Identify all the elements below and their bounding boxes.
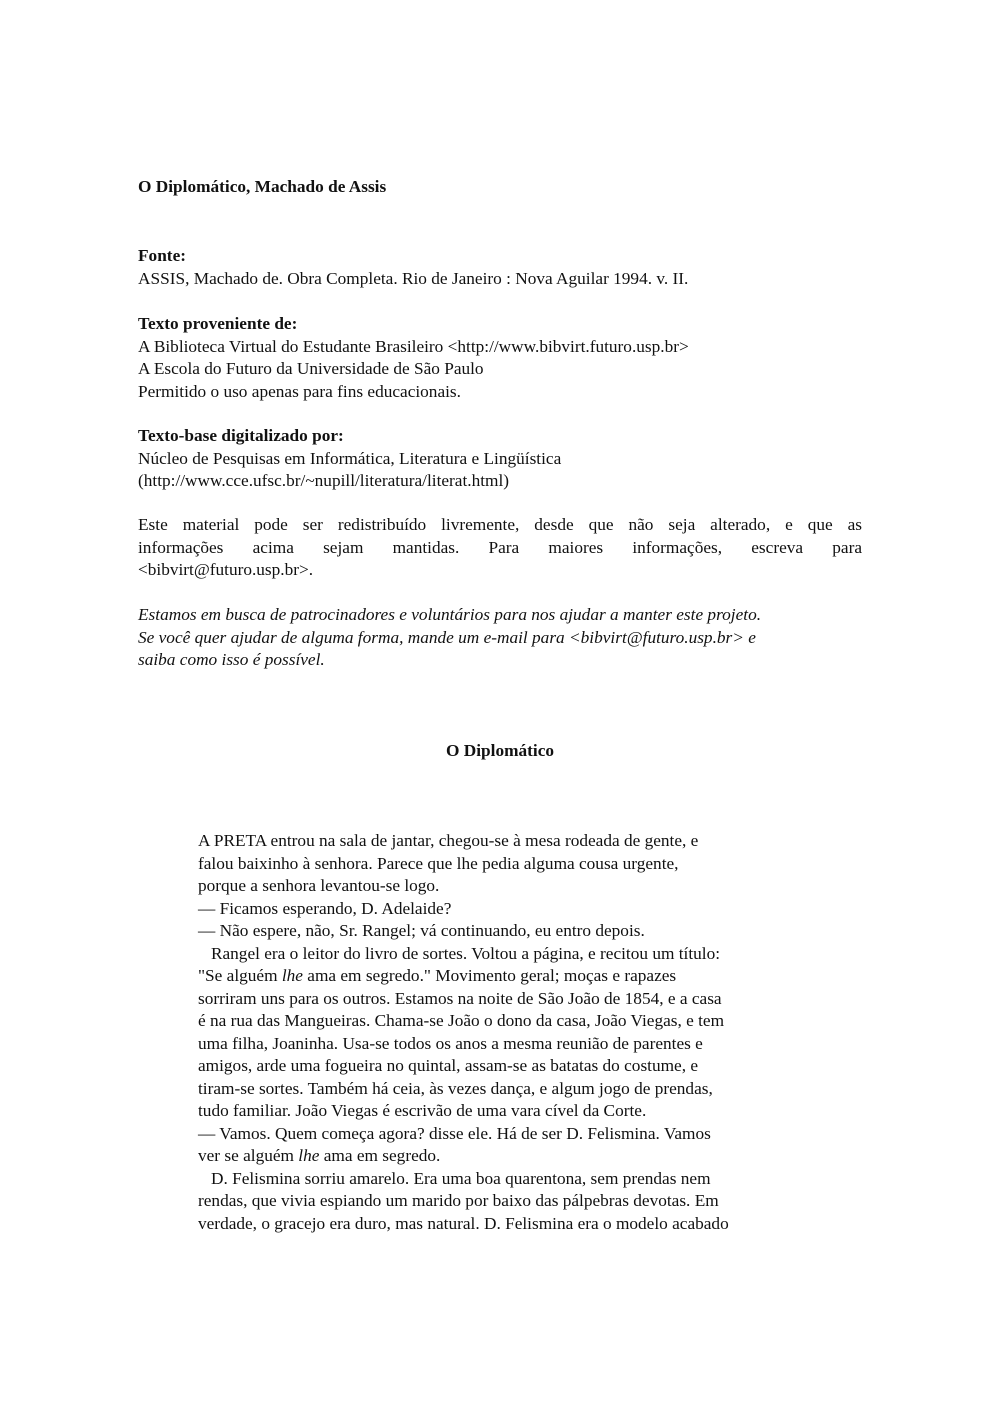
appeal-line: Se você quer ajudar de alguma forma, mande um e-mail para <bibvirt@futuro.usp.br> e: [138, 627, 756, 647]
story-line: tudo familiar. João Viegas é escrivão de uma vara cível da Corte.: [198, 1101, 647, 1120]
story-line: sorriram uns para os outros. Estamos na noite de São João de 1854, e a casa: [198, 988, 722, 1008]
story-line: — Não espere, não, Sr. Rangel; vá continuando, eu entro depois.: [198, 921, 645, 940]
story-line: [198, 965, 818, 988]
story-line: rendas, que vivia espiando um marido por baixo das pálpebras devotas. Em: [198, 1191, 719, 1210]
appeal-line: Estamos em busca de patrocinadores e voluntários para nos ajudar a manter este projeto.: [138, 605, 762, 624]
story-line: Rangel era o leitor do livro de sortes. Voltou a página, e recitou um título:: [198, 943, 721, 963]
source-citation: ASSIS, Machado de. Obra Completa. Rio de Janeiro : Nova Aguilar 1994. v. II.: [138, 268, 689, 288]
notice-line: <bibvirt@futuro.usp.br>.: [138, 560, 314, 579]
story-line: uma filha, Joaninha. Usa-se todos os anos a mesma reunião de parentes e: [198, 1033, 703, 1053]
digitized-by-line: (http://www.cce.ufsc.br/~nupill/literatura/literat.html): [138, 471, 510, 490]
story-line: [198, 1145, 818, 1168]
notice-line: informações acima sejam mantidas. Para maiores informações, escreva para: [138, 537, 862, 557]
story-line: é na rua das Mangueiras. Chama-se João o dono da casa, João Viegas, e tem: [198, 1011, 725, 1030]
sponsorship-appeal: [138, 604, 878, 672]
story-line: porque a senhora levantou-se logo.: [198, 876, 440, 895]
story-line: D. Felismina sorriu amarelo. Era uma boa quarentona, sem prendas nem: [198, 1168, 711, 1188]
story-text: "Se alguém: [198, 966, 282, 985]
story-line: tiram-se sortes. Também há ceia, às vezes dança, e algum jogo de prendas,: [198, 1078, 713, 1098]
redistribution-notice: [138, 514, 862, 582]
origin-heading: Texto proveniente de:: [138, 314, 298, 333]
story-line: amigos, arde uma fogueira no quintal, assam-se as batatas do costume, e: [198, 1056, 699, 1075]
appeal-line: saiba como isso é possível.: [138, 650, 325, 669]
origin-line: A Escola do Futuro da Universidade de São Paulo: [138, 359, 484, 378]
document-title: O Diplomático, Machado de Assis: [138, 177, 387, 196]
story-line: A PRETA entrou na sala de jantar, chegou-se à mesa rodeada de gente, e: [198, 831, 699, 850]
story-text: ver se alguém: [198, 1146, 299, 1165]
digitized-by-section: [138, 425, 561, 493]
notice-line: Este material pode ser redistribuído livremente, desde que não seja alterado, e que as: [138, 515, 862, 534]
story-title: O Diplomático: [446, 741, 554, 760]
story-line: — Ficamos esperando, D. Adelaide?: [198, 898, 452, 918]
source-heading: Fonte:: [138, 246, 186, 265]
origin-section: [138, 313, 689, 403]
italic-word: lhe: [298, 1146, 320, 1165]
digitized-by-line: Núcleo de Pesquisas em Informática, Literatura e Lingüística: [138, 448, 562, 468]
digitized-by-heading: Texto-base digitalizado por:: [138, 426, 344, 445]
origin-line: Permitido o uso apenas para fins educacionais.: [138, 381, 461, 401]
story-body: [198, 830, 818, 1235]
story-line: verdade, o gracejo era duro, mas natural. D. Felismina era o modelo acabado: [198, 1213, 729, 1233]
story-text: ama em segredo.: [319, 1146, 441, 1165]
italic-word: lhe: [281, 966, 303, 985]
origin-line: A Biblioteca Virtual do Estudante Brasileiro <http://www.bibvirt.futuro.usp.br>: [138, 336, 689, 356]
story-line: — Vamos. Quem começa agora? disse ele. Há de ser D. Felismina. Vamos: [198, 1123, 711, 1143]
story-text: ama em segredo." Movimento geral; moças e rapazes: [302, 966, 677, 985]
story-line: falou baixinho à senhora. Parece que lhe pedia alguma cousa urgente,: [198, 853, 679, 873]
source-section: [138, 245, 688, 290]
